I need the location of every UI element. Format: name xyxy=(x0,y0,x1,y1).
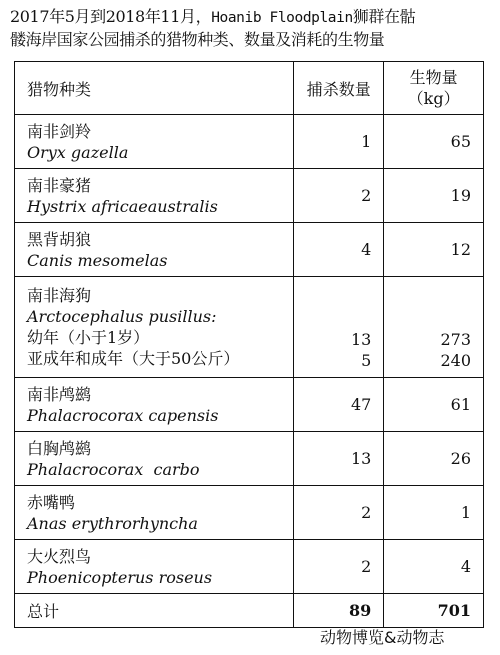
species-scientific-name: Hystrix africaeaustralis xyxy=(27,196,218,216)
species-scientific-name: Arctocephalus pusillus: xyxy=(27,307,217,326)
biomass-cell xyxy=(384,277,484,378)
count-cell: 1 xyxy=(294,115,384,169)
biomass-cell: 12 xyxy=(384,223,484,277)
species-common-name: 黑背胡狼 xyxy=(27,229,92,249)
total-count: 89 xyxy=(294,594,384,628)
table-row xyxy=(15,486,484,540)
header-biomass-label: 生物量 xyxy=(409,68,458,87)
species-common-name: 赤嘴鸭 xyxy=(27,492,76,512)
age-group-count: 13 xyxy=(350,330,372,349)
table-row xyxy=(15,378,484,432)
table-row xyxy=(15,277,484,378)
age-group-biomass: 240 xyxy=(440,351,471,370)
table-row xyxy=(15,115,484,169)
header-biomass xyxy=(384,62,484,115)
title-line-1-tail: 狮群在骷 xyxy=(352,7,416,26)
age-group-label: 幼年（小于1岁） xyxy=(27,328,150,347)
biomass-cell: 26 xyxy=(384,432,484,486)
table-header-row xyxy=(15,62,484,115)
table-row xyxy=(15,432,484,486)
count-cell: 47 xyxy=(294,378,384,432)
species-scientific-name: Phalacrocorax capensis xyxy=(27,405,219,425)
species-scientific-name: Phalacrocorax carbo xyxy=(27,459,200,479)
biomass-cell: 61 xyxy=(384,378,484,432)
source-credit: 动物博览&动物志 xyxy=(320,628,445,647)
biomass-cell: 4 xyxy=(384,540,484,594)
header-species: 猎物种类 xyxy=(15,62,294,115)
total-biomass: 701 xyxy=(384,594,484,628)
biomass-cell: 1 xyxy=(384,486,484,540)
count-cell: 4 xyxy=(294,223,384,277)
total-row xyxy=(15,594,484,628)
age-group-label: 亚成年和成年（大于50公斤） xyxy=(27,349,240,368)
document-title xyxy=(10,6,494,51)
species-cell xyxy=(15,115,294,169)
species-common-name: 南非鸬鹚 xyxy=(27,384,92,404)
header-count: 捕杀数量 xyxy=(294,62,384,115)
species-cell xyxy=(15,277,294,378)
age-group-count: 5 xyxy=(361,351,372,370)
species-common-name: 白胸鸬鹚 xyxy=(27,438,92,458)
header-biomass-unit: （kg） xyxy=(407,89,460,108)
species-scientific-name: Anas erythrorhyncha xyxy=(27,513,198,533)
table-row xyxy=(15,169,484,223)
biomass-cell: 65 xyxy=(384,115,484,169)
species-cell xyxy=(15,169,294,223)
species-cell xyxy=(15,486,294,540)
species-common-name: 南非剑羚 xyxy=(27,121,92,141)
count-cell xyxy=(294,277,384,378)
table-row xyxy=(15,223,484,277)
species-common-name: 南非豪猪 xyxy=(27,175,92,195)
title-line-1 xyxy=(10,6,494,29)
species-scientific-name: Oryx gazella xyxy=(27,142,129,162)
species-cell xyxy=(15,432,294,486)
biomass-cell: 19 xyxy=(384,169,484,223)
species-cell xyxy=(15,540,294,594)
title-line-2: 髅海岸国家公园捕杀的猎物种类、数量及消耗的生物量 xyxy=(10,30,385,49)
prey-table xyxy=(14,61,484,628)
species-cell xyxy=(15,223,294,277)
table-row xyxy=(15,540,484,594)
species-scientific-name: Canis mesomelas xyxy=(27,250,168,270)
total-label: 总计 xyxy=(15,594,294,628)
species-common-name: 大火烈鸟 xyxy=(27,546,92,566)
species-common-name: 南非海狗 xyxy=(27,286,92,305)
count-cell: 2 xyxy=(294,540,384,594)
title-line-1-date: 2017年5月到2018年11月， xyxy=(10,7,212,26)
count-cell: 2 xyxy=(294,169,384,223)
species-cell xyxy=(15,378,294,432)
species-scientific-name: Phoenicopterus roseus xyxy=(27,567,213,587)
count-cell: 2 xyxy=(294,486,384,540)
title-line-1-place: Hoanib Floodplain xyxy=(211,10,353,26)
count-cell: 13 xyxy=(294,432,384,486)
age-group-biomass: 273 xyxy=(440,330,471,349)
